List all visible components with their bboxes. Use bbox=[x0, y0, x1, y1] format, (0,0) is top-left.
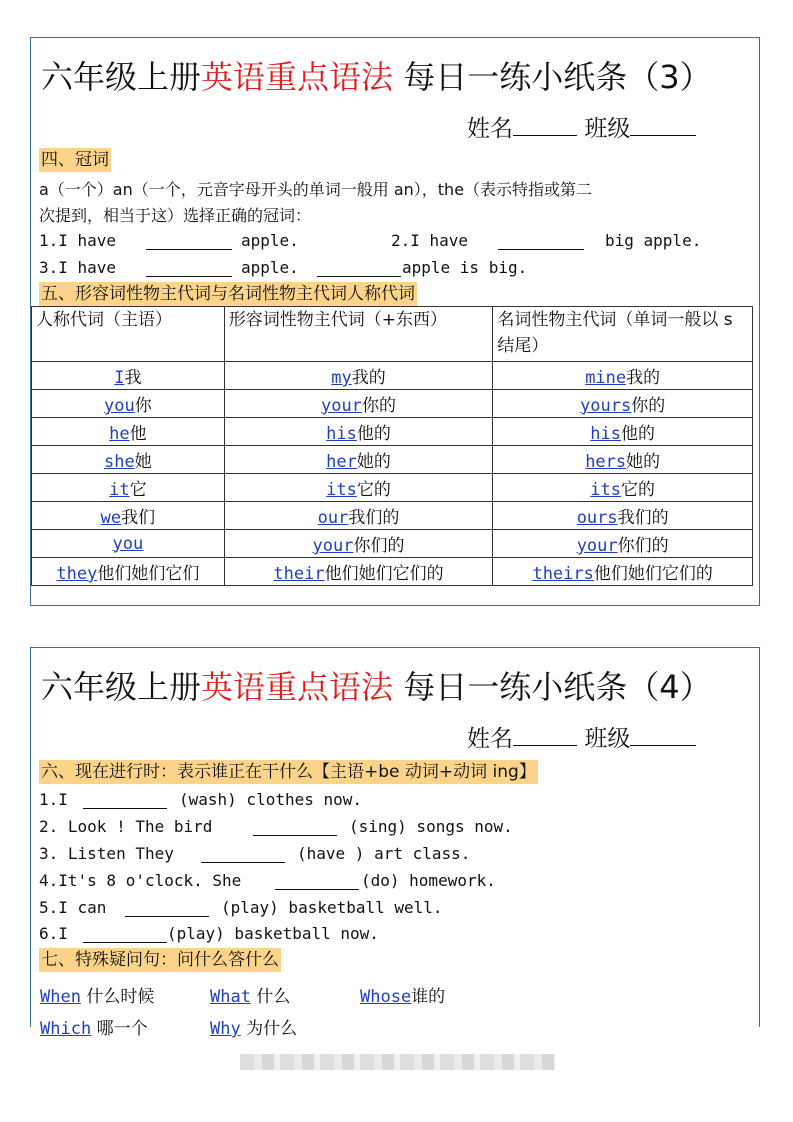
pronoun-en: you bbox=[112, 533, 144, 554]
answer-blank[interactable] bbox=[317, 260, 401, 277]
pronoun-en: your bbox=[321, 396, 362, 416]
pronoun-en: his bbox=[326, 424, 357, 444]
pronoun-en: he bbox=[109, 424, 130, 444]
pronoun-cn: 你们的 bbox=[617, 536, 669, 556]
pronoun-en: I bbox=[114, 368, 125, 388]
table-cell bbox=[224, 530, 493, 558]
pronoun-cn: 她 bbox=[134, 452, 152, 472]
name-blank[interactable] bbox=[513, 725, 577, 746]
section-heading: 六、现在进行时：表示谁正在干什么【主语+be 动词+动词 ing】 bbox=[41, 762, 536, 782]
wh-en: What bbox=[210, 987, 251, 1007]
wh-cn: 谁的 bbox=[411, 987, 446, 1007]
wh-cn: 什么 bbox=[256, 987, 291, 1007]
question-text: apple. bbox=[241, 258, 299, 277]
table-cell bbox=[32, 390, 225, 418]
section-heading: 五、形容词性物主代词与名词性物主代词人称代词 bbox=[41, 284, 415, 304]
exercise-text: (have ) art class. bbox=[297, 844, 471, 863]
title-part: 每日一练小纸条（3） bbox=[393, 58, 712, 96]
card-title bbox=[41, 52, 712, 98]
wh-en: When bbox=[40, 987, 81, 1007]
exercise-text: (play) basketball well. bbox=[221, 898, 443, 917]
pronoun-en: she bbox=[104, 452, 135, 472]
answer-blank[interactable] bbox=[498, 233, 584, 250]
class-blank[interactable] bbox=[630, 115, 696, 136]
pronoun-en: my bbox=[331, 368, 352, 388]
pronoun-cn: 我的 bbox=[351, 368, 386, 388]
pronoun-cn: 他们她们它们 bbox=[97, 564, 200, 584]
wh-word bbox=[40, 982, 154, 1007]
wh-cn: 什么时候 bbox=[86, 987, 155, 1007]
table-row bbox=[32, 474, 753, 502]
table-row bbox=[32, 390, 753, 418]
table-cell bbox=[32, 474, 225, 502]
pronoun-en: hers bbox=[585, 452, 627, 472]
table-cell bbox=[32, 530, 225, 558]
section-description: 次提到，相当于这）选择正确的冠词： bbox=[39, 206, 312, 225]
pronoun-en: her bbox=[326, 452, 357, 472]
table-header-cell: 人称代词（主语） bbox=[32, 307, 225, 362]
table-cell bbox=[493, 418, 753, 446]
blurred-footer bbox=[240, 1054, 555, 1070]
pronoun-cn: 我 bbox=[124, 368, 142, 388]
pronoun-cn: 他们她们它们的 bbox=[324, 564, 444, 584]
answer-blank[interactable] bbox=[275, 873, 359, 890]
question-2: 2.I have bbox=[391, 231, 469, 250]
table-header-cell: 形容词性物主代词（+东西） bbox=[224, 307, 493, 362]
answer-blank[interactable] bbox=[253, 819, 337, 836]
table-cell bbox=[32, 502, 225, 530]
exercise-text: (do) homework. bbox=[361, 871, 496, 890]
pronoun-en: they bbox=[56, 564, 98, 584]
question-text: big apple. bbox=[605, 231, 702, 250]
answer-blank[interactable] bbox=[83, 926, 167, 943]
worksheet-card-3 bbox=[30, 37, 760, 606]
table-cell bbox=[32, 558, 225, 586]
pronoun-en: we bbox=[100, 508, 122, 528]
pronoun-en: yours bbox=[580, 396, 632, 416]
exercise-text: (sing) songs now. bbox=[349, 817, 513, 836]
name-class-row bbox=[467, 720, 696, 753]
table-row bbox=[32, 362, 753, 390]
question-text: apple is big. bbox=[402, 258, 528, 277]
wh-en: Which bbox=[40, 1019, 92, 1039]
table-cell bbox=[224, 362, 493, 390]
wh-en: Why bbox=[210, 1019, 241, 1039]
pronoun-en: it bbox=[109, 480, 130, 500]
table-cell bbox=[224, 418, 493, 446]
section-heading: 四、冠词 bbox=[41, 150, 109, 170]
table-cell bbox=[224, 474, 493, 502]
section-heading: 七、特殊疑问句：问什么答什么 bbox=[41, 950, 279, 970]
answer-blank[interactable] bbox=[83, 792, 167, 809]
pronoun-cn: 它的 bbox=[621, 480, 656, 500]
pronoun-cn: 我的 bbox=[626, 368, 661, 388]
pronoun-cn: 我们的 bbox=[617, 508, 669, 528]
table-row bbox=[32, 530, 753, 558]
pronoun-cn: 他 bbox=[129, 424, 147, 444]
title-part: 每日一练小纸条（4） bbox=[393, 668, 712, 706]
section-description: a（一个）an（一个，元音字母开头的单词一般用 an），the（表示特指或第二 bbox=[39, 180, 593, 199]
table-cell bbox=[493, 446, 753, 474]
pronoun-en: your bbox=[576, 536, 618, 556]
table-cell bbox=[493, 530, 753, 558]
wh-en: Whose bbox=[360, 987, 412, 1007]
table-cell bbox=[32, 446, 225, 474]
table-cell bbox=[493, 558, 753, 586]
pronoun-cn: 他的 bbox=[356, 424, 391, 444]
title-highlight: 英语重点语法 bbox=[201, 58, 394, 96]
title-highlight: 英语重点语法 bbox=[201, 668, 394, 706]
table-cell bbox=[224, 502, 493, 530]
pronoun-en: mine bbox=[585, 368, 627, 388]
table-row bbox=[32, 502, 753, 530]
pronoun-en: your bbox=[312, 536, 354, 556]
table-cell bbox=[224, 446, 493, 474]
answer-blank[interactable] bbox=[125, 900, 209, 917]
table-row bbox=[32, 418, 753, 446]
table-cell bbox=[493, 390, 753, 418]
table-cell bbox=[32, 362, 225, 390]
table-header-row bbox=[32, 307, 753, 362]
pronoun-cn: 他的 bbox=[621, 424, 656, 444]
class-label: 班级 bbox=[584, 726, 631, 752]
wh-cn: 为什么 bbox=[246, 1019, 298, 1039]
wh-word bbox=[210, 1014, 297, 1039]
answer-blank[interactable] bbox=[201, 846, 285, 863]
answer-blank[interactable] bbox=[146, 233, 232, 250]
name-blank[interactable] bbox=[513, 115, 577, 136]
pronoun-table bbox=[31, 306, 753, 586]
wh-word bbox=[210, 982, 290, 1007]
pronoun-en: ours bbox=[576, 508, 618, 528]
pronoun-cn: 我们 bbox=[121, 508, 156, 528]
exercise-line: 5.I can bbox=[39, 898, 107, 917]
title-part: 六年级上册 bbox=[41, 668, 202, 706]
pronoun-en: their bbox=[273, 564, 325, 584]
question-text: apple. bbox=[241, 231, 299, 250]
pronoun-en: its bbox=[326, 480, 357, 500]
wh-cn: 哪一个 bbox=[96, 1019, 148, 1039]
pronoun-en: its bbox=[590, 480, 622, 500]
exercise-line: 1.I bbox=[39, 790, 68, 809]
table-row bbox=[32, 558, 753, 586]
class-label: 班级 bbox=[584, 116, 631, 142]
pronoun-cn: 她的 bbox=[626, 452, 661, 472]
table-header-cell: 名词性物主代词（单词一般以 s 结尾） bbox=[493, 307, 753, 362]
pronoun-cn: 它的 bbox=[356, 480, 391, 500]
wh-word bbox=[360, 982, 445, 1007]
pronoun-en: our bbox=[317, 508, 349, 528]
table-cell bbox=[493, 362, 753, 390]
wh-word bbox=[40, 1014, 148, 1039]
table-cell bbox=[224, 558, 493, 586]
name-label: 姓名 bbox=[467, 726, 513, 752]
title-part: 六年级上册 bbox=[41, 58, 202, 96]
pronoun-cn: 你的 bbox=[362, 396, 396, 416]
pronoun-cn: 她的 bbox=[356, 452, 391, 472]
pronoun-cn: 你们的 bbox=[353, 536, 405, 556]
table-cell bbox=[32, 418, 225, 446]
pronoun-cn: 他们她们它们的 bbox=[593, 564, 713, 584]
exercise-text: (play) basketball now. bbox=[167, 924, 379, 943]
exercise-line: 4.It's 8 o'clock. She bbox=[39, 871, 242, 890]
exercise-line: 3. Listen They bbox=[39, 844, 174, 863]
name-class-row bbox=[467, 110, 696, 143]
worksheet-card-4 bbox=[30, 647, 760, 1039]
exercise-text: (wash) clothes now. bbox=[179, 790, 363, 809]
pronoun-en: theirs bbox=[532, 564, 594, 584]
pronoun-cn: 你 bbox=[134, 396, 152, 416]
pronoun-cn: 我们的 bbox=[348, 508, 400, 528]
answer-blank[interactable] bbox=[146, 260, 232, 277]
exercise-line: 6.I bbox=[39, 924, 68, 943]
table-row bbox=[32, 446, 753, 474]
card-title bbox=[41, 662, 712, 708]
table-cell bbox=[493, 474, 753, 502]
class-blank[interactable] bbox=[630, 725, 696, 746]
exercise-line: 2. Look ! The bird bbox=[39, 817, 213, 836]
name-label: 姓名 bbox=[467, 116, 513, 142]
table-cell bbox=[493, 502, 753, 530]
pronoun-cn: 你的 bbox=[631, 396, 666, 416]
pronoun-cn: 它 bbox=[129, 480, 147, 500]
question-3: 3.I have bbox=[39, 258, 117, 277]
table-cell bbox=[224, 390, 493, 418]
question-text: 1.I have bbox=[39, 231, 117, 250]
pronoun-en: his bbox=[590, 424, 622, 444]
question-1 bbox=[39, 231, 116, 250]
pronoun-en: you bbox=[104, 396, 135, 416]
